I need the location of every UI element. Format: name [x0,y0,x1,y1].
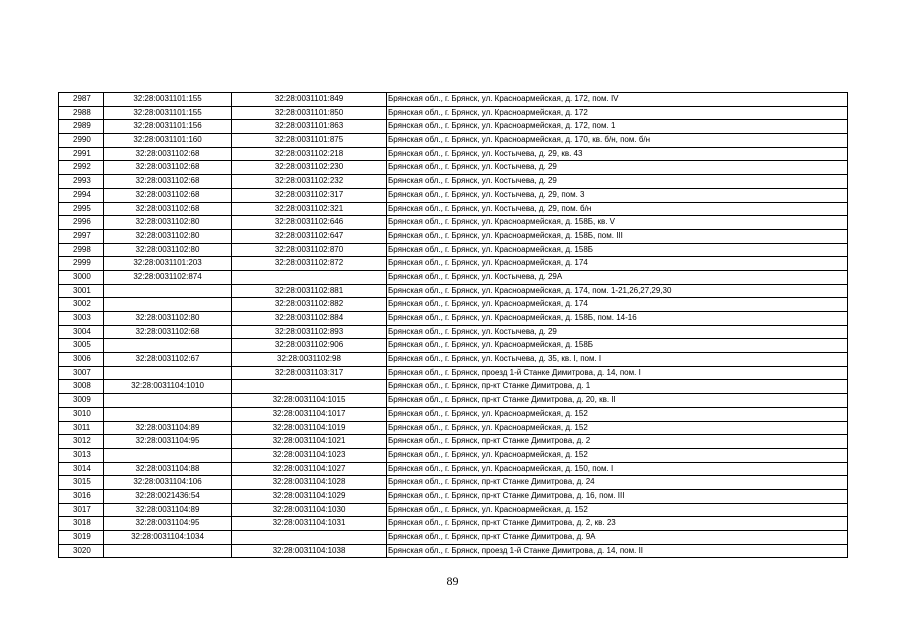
table-row [59,531,848,545]
address-cell: Брянская обл., г. Брянск, ул. Костычева, д. 29, кв. 43 [387,147,848,161]
table-row [59,216,848,230]
row-number-cell: 2995 [59,202,104,216]
address-cell: Брянская обл., г. Брянск, ул. Красноармейская, д. 152 [387,448,848,462]
cadastral-number-cell [104,298,232,312]
related-cadastral-number-cell: 32:28:0031104:1029 [232,489,387,503]
related-cadastral-number-cell: 32:28:0031101:875 [232,134,387,148]
related-cadastral-number-cell: 32:28:0031102:232 [232,175,387,189]
row-number-cell: 2991 [59,147,104,161]
table-row [59,175,848,189]
table-row [59,394,848,408]
cadastral-number-cell: 32:28:0031101:160 [104,134,232,148]
related-cadastral-number-cell: 32:28:0031102:881 [232,284,387,298]
cadastral-number-cell [104,407,232,421]
row-number-cell: 2992 [59,161,104,175]
cadastral-number-cell: 32:28:0031102:67 [104,353,232,367]
address-cell: Брянская обл., г. Брянск, пр-кт Станке Димитрова, д. 2, кв. 23 [387,517,848,531]
cadastral-number-cell: 32:28:0031102:80 [104,216,232,230]
address-cell: Брянская обл., г. Брянск, проезд 1-й Станке Димитрова, д. 14, пом. I [387,366,848,380]
related-cadastral-number-cell: 32:28:0031101:863 [232,120,387,134]
cadastral-number-cell: 32:28:0031104:89 [104,421,232,435]
table-row [59,161,848,175]
row-number-cell: 2997 [59,229,104,243]
related-cadastral-number-cell: 32:28:0031101:850 [232,106,387,120]
cadastral-number-cell [104,544,232,558]
address-cell: Брянская обл., г. Брянск, ул. Красноармейская, д. 170, кв. б/н, пом. б/н [387,134,848,148]
related-cadastral-number-cell [232,270,387,284]
related-cadastral-number-cell [232,531,387,545]
related-cadastral-number-cell: 32:28:0031104:1027 [232,462,387,476]
table-row [59,120,848,134]
address-cell: Брянская обл., г. Брянск, проезд 1-й Станке Димитрова, д. 14, пом. II [387,544,848,558]
address-cell: Брянская обл., г. Брянск, ул. Красноармейская, д. 158Б, пом. III [387,229,848,243]
cadastral-number-cell [104,339,232,353]
table-row [59,106,848,120]
address-cell: Брянская обл., г. Брянск, ул. Красноармейская, д. 172, пом. IV [387,93,848,107]
address-cell: Брянская обл., г. Брянск, ул. Красноармейская, д. 152 [387,407,848,421]
cadastral-number-cell: 32:28:0031102:68 [104,325,232,339]
row-number-cell: 2993 [59,175,104,189]
related-cadastral-number-cell: 32:28:0031102:882 [232,298,387,312]
address-cell: Брянская обл., г. Брянск, пр-кт Станке Димитрова, д. 16, пом. III [387,489,848,503]
table-row [59,407,848,421]
table-row [59,489,848,503]
table-row [59,243,848,257]
row-number-cell: 3017 [59,503,104,517]
row-number-cell: 3003 [59,312,104,326]
row-number-cell: 2989 [59,120,104,134]
cadastral-number-cell [104,394,232,408]
row-number-cell: 2987 [59,93,104,107]
table-row [59,366,848,380]
address-cell: Брянская обл., г. Брянск, пр-кт Станке Димитрова, д. 2 [387,435,848,449]
table-row [59,188,848,202]
cadastral-number-cell: 32:28:0031102:80 [104,312,232,326]
related-cadastral-number-cell: 32:28:0031104:1021 [232,435,387,449]
row-number-cell: 3010 [59,407,104,421]
table-row [59,147,848,161]
address-cell: Брянская обл., г. Брянск, пр-кт Станке Димитрова, д. 20, кв. II [387,394,848,408]
table-row [59,435,848,449]
table-row [59,325,848,339]
related-cadastral-number-cell: 32:28:0031102:647 [232,229,387,243]
address-cell: Брянская обл., г. Брянск, ул. Красноармейская, д. 172 [387,106,848,120]
row-number-cell: 3011 [59,421,104,435]
address-cell: Брянская обл., г. Брянск, ул. Костычева, д. 29А [387,270,848,284]
cadastral-number-cell: 32:28:0031101:156 [104,120,232,134]
row-number-cell: 3007 [59,366,104,380]
row-number-cell: 3015 [59,476,104,490]
table-row [59,257,848,271]
table-row [59,312,848,326]
related-cadastral-number-cell: 32:28:0031102:321 [232,202,387,216]
row-number-cell: 2988 [59,106,104,120]
table-row [59,476,848,490]
table-row [59,448,848,462]
row-number-cell: 3020 [59,544,104,558]
table-row [59,134,848,148]
address-cell: Брянская обл., г. Брянск, ул. Костычева, д. 29 [387,325,848,339]
address-cell: Брянская обл., г. Брянск, ул. Костычева, д. 29, пом. 3 [387,188,848,202]
table-row [59,93,848,107]
row-number-cell: 3004 [59,325,104,339]
cadastral-number-cell: 32:28:0031104:95 [104,517,232,531]
table-row [59,339,848,353]
address-cell: Брянская обл., г. Брянск, ул. Костычева, д. 29, пом. б/н [387,202,848,216]
related-cadastral-number-cell: 32:28:0031102:872 [232,257,387,271]
row-number-cell: 2990 [59,134,104,148]
address-cell: Брянская обл., г. Брянск, пр-кт Станке Димитрова, д. 9А [387,531,848,545]
row-number-cell: 3019 [59,531,104,545]
related-cadastral-number-cell: 32:28:0031104:1031 [232,517,387,531]
related-cadastral-number-cell: 32:28:0031102:98 [232,353,387,367]
cadastral-number-cell: 32:28:0031102:68 [104,202,232,216]
table-row [59,270,848,284]
cadastral-number-cell: 32:28:0031104:1010 [104,380,232,394]
cadastral-number-cell: 32:28:0031101:155 [104,106,232,120]
cadastral-number-cell: 32:28:0031101:203 [104,257,232,271]
cadastral-number-cell: 32:28:0021436:54 [104,489,232,503]
cadastral-number-cell [104,284,232,298]
related-cadastral-number-cell: 32:28:0031104:1015 [232,394,387,408]
related-cadastral-number-cell: 32:28:0031104:1023 [232,448,387,462]
row-number-cell: 3016 [59,489,104,503]
table-row [59,229,848,243]
related-cadastral-number-cell: 32:28:0031102:218 [232,147,387,161]
related-cadastral-number-cell: 32:28:0031104:1017 [232,407,387,421]
page-number: 89 [446,574,459,588]
related-cadastral-number-cell [232,380,387,394]
address-cell: Брянская обл., г. Брянск, пр-кт Станке Димитрова, д. 24 [387,476,848,490]
address-cell: Брянская обл., г. Брянск, ул. Красноармейская, д. 174, пом. 1-21,26,27,29,30 [387,284,848,298]
row-number-cell: 3014 [59,462,104,476]
registry-table [58,92,848,558]
table-body [59,93,848,558]
table-row [59,298,848,312]
cadastral-number-cell: 32:28:0031101:155 [104,93,232,107]
row-number-cell: 3009 [59,394,104,408]
row-number-cell: 3012 [59,435,104,449]
cadastral-number-cell: 32:28:0031102:80 [104,229,232,243]
table-row [59,462,848,476]
row-number-cell: 2994 [59,188,104,202]
related-cadastral-number-cell: 32:28:0031102:884 [232,312,387,326]
related-cadastral-number-cell: 32:28:0031102:906 [232,339,387,353]
row-number-cell: 3018 [59,517,104,531]
related-cadastral-number-cell: 32:28:0031104:1019 [232,421,387,435]
table-row [59,503,848,517]
address-cell: Брянская обл., г. Брянск, ул. Красноармейская, д. 158Б, пом. 14-16 [387,312,848,326]
address-cell: Брянская обл., г. Брянск, ул. Красноармейская, д. 174 [387,298,848,312]
address-cell: Брянская обл., г. Брянск, ул. Костычева, д. 29 [387,161,848,175]
row-number-cell: 3006 [59,353,104,367]
related-cadastral-number-cell: 32:28:0031102:870 [232,243,387,257]
cadastral-number-cell: 32:28:0031102:80 [104,243,232,257]
related-cadastral-number-cell: 32:28:0031101:849 [232,93,387,107]
related-cadastral-number-cell: 32:28:0031103:317 [232,366,387,380]
cadastral-number-cell: 32:28:0031104:89 [104,503,232,517]
row-number-cell: 3013 [59,448,104,462]
cadastral-number-cell: 32:28:0031104:1034 [104,531,232,545]
address-cell: Брянская обл., г. Брянск, ул. Красноармейская, д. 158Б [387,339,848,353]
row-number-cell: 2998 [59,243,104,257]
table-row [59,421,848,435]
address-cell: Брянская обл., г. Брянск, пр-кт Станке Димитрова, д. 1 [387,380,848,394]
cadastral-number-cell: 32:28:0031104:88 [104,462,232,476]
table-row [59,353,848,367]
row-number-cell: 3008 [59,380,104,394]
table-row [59,284,848,298]
table-row [59,380,848,394]
row-number-cell: 2996 [59,216,104,230]
address-cell: Брянская обл., г. Брянск, ул. Костычева, д. 29 [387,175,848,189]
address-cell: Брянская обл., г. Брянск, ул. Красноармейская, д. 150, пом. I [387,462,848,476]
cadastral-number-cell [104,448,232,462]
related-cadastral-number-cell: 32:28:0031104:1030 [232,503,387,517]
row-number-cell: 3002 [59,298,104,312]
address-cell: Брянская обл., г. Брянск, ул. Красноармейская, д. 152 [387,503,848,517]
address-cell: Брянская обл., г. Брянск, ул. Красноармейская, д. 174 [387,257,848,271]
related-cadastral-number-cell: 32:28:0031104:1028 [232,476,387,490]
cadastral-number-cell [104,366,232,380]
related-cadastral-number-cell: 32:28:0031102:317 [232,188,387,202]
related-cadastral-number-cell: 32:28:0031102:893 [232,325,387,339]
cadastral-number-cell: 32:28:0031102:68 [104,161,232,175]
address-cell: Брянская обл., г. Брянск, ул. Красноармейская, д. 172, пом. 1 [387,120,848,134]
address-cell: Брянская обл., г. Брянск, ул. Красноармейская, д. 152 [387,421,848,435]
related-cadastral-number-cell: 32:28:0031104:1038 [232,544,387,558]
related-cadastral-number-cell: 32:28:0031102:646 [232,216,387,230]
cadastral-number-cell: 32:28:0031104:95 [104,435,232,449]
table-row [59,517,848,531]
address-cell: Брянская обл., г. Брянск, ул. Костычева, д. 35, кв. I, пом. I [387,353,848,367]
row-number-cell: 2999 [59,257,104,271]
address-cell: Брянская обл., г. Брянск, ул. Красноармейская, д. 158Б [387,243,848,257]
cadastral-number-cell: 32:28:0031102:874 [104,270,232,284]
cadastral-number-cell: 32:28:0031102:68 [104,188,232,202]
table-row [59,202,848,216]
address-cell: Брянская обл., г. Брянск, ул. Красноармейская, д. 158Б, кв. V [387,216,848,230]
row-number-cell: 3001 [59,284,104,298]
cadastral-number-cell: 32:28:0031104:106 [104,476,232,490]
related-cadastral-number-cell: 32:28:0031102:230 [232,161,387,175]
table-row [59,544,848,558]
cadastral-number-cell: 32:28:0031102:68 [104,175,232,189]
row-number-cell: 3000 [59,270,104,284]
cadastral-number-cell: 32:28:0031102:68 [104,147,232,161]
row-number-cell: 3005 [59,339,104,353]
